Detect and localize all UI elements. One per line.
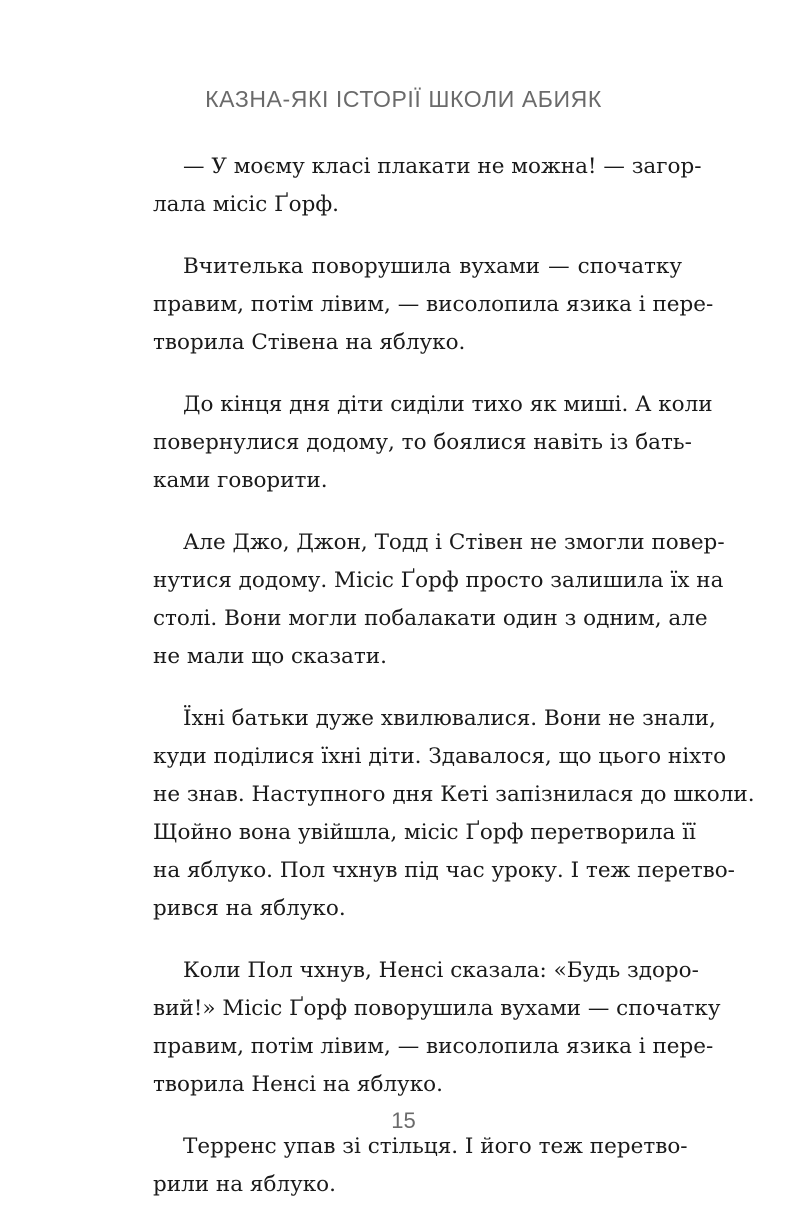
text-line: куди поділися їхні діти. Здавалося, що цього ніхто	[153, 744, 727, 769]
paragraph-7	[153, 1128, 688, 1204]
body-text	[153, 148, 755, 1228]
text-line: на яблуко. Пол чхнув під час уроку. І теж перетво-	[153, 858, 735, 883]
paragraph-2	[153, 248, 714, 362]
text-line: Щойно вона увійшла, місіс Ґорф перетворила її	[153, 820, 696, 845]
text-line: лала місіс Ґорф.	[153, 192, 339, 217]
text-line: повернулися додому, то боялися навіть із бать-	[153, 430, 692, 455]
text-line: правим, потім лівим, — висолопила язика і пере-	[153, 292, 714, 317]
text-line: правим, потім лівим, — висолопила язика і пере-	[153, 1034, 714, 1059]
text-line: вий!» Місіс Ґорф поворушила вухами — спочатку	[153, 996, 721, 1021]
text-line: творила Стівена на яблуко.	[153, 330, 466, 355]
text-line: Вчителька поворушила вухами — спочатку	[183, 254, 682, 279]
text-line: нутися додому. Місіс Ґорф просто залишила їх на	[153, 568, 724, 593]
text-line: не знав. Наступного дня Кеті запізнилася до школи.	[153, 782, 755, 807]
text-line: Терренс упав зі стільця. І його теж перетво-	[183, 1134, 688, 1159]
paragraph-4	[153, 524, 725, 676]
text-line: творила Ненсі на яблуко.	[153, 1072, 443, 1097]
text-line: рився на яблуко.	[153, 896, 346, 921]
paragraph-1	[153, 148, 702, 224]
paragraph-5	[153, 700, 755, 928]
text-line: не мали що сказати.	[153, 644, 387, 669]
page-number: 15	[391, 1108, 416, 1133]
paragraph-6	[153, 952, 721, 1104]
text-line: Коли Пол чхнув, Ненсі сказала: «Будь здоро-	[183, 958, 699, 983]
text-line: — У моєму класі плакати не можна! — загор-	[183, 154, 702, 179]
text-line: ками говорити.	[153, 468, 328, 493]
paragraph-3	[153, 386, 713, 500]
text-line: рили на яблуко.	[153, 1172, 336, 1197]
text-line: столі. Вони могли побалакати один з одним, але	[153, 606, 708, 631]
running-header-title: КАЗНА-ЯКІ ІСТОРІЇ ШКОЛИ АБИЯК	[205, 86, 602, 112]
text-line: До кінця дня діти сиділи тихо як миші. А коли	[183, 392, 713, 417]
text-line: Але Джо, Джон, Тодд і Стівен не змогли повер-	[183, 530, 725, 555]
text-line: Їхні батьки дуже хвилювалися. Вони не знали,	[183, 706, 716, 731]
